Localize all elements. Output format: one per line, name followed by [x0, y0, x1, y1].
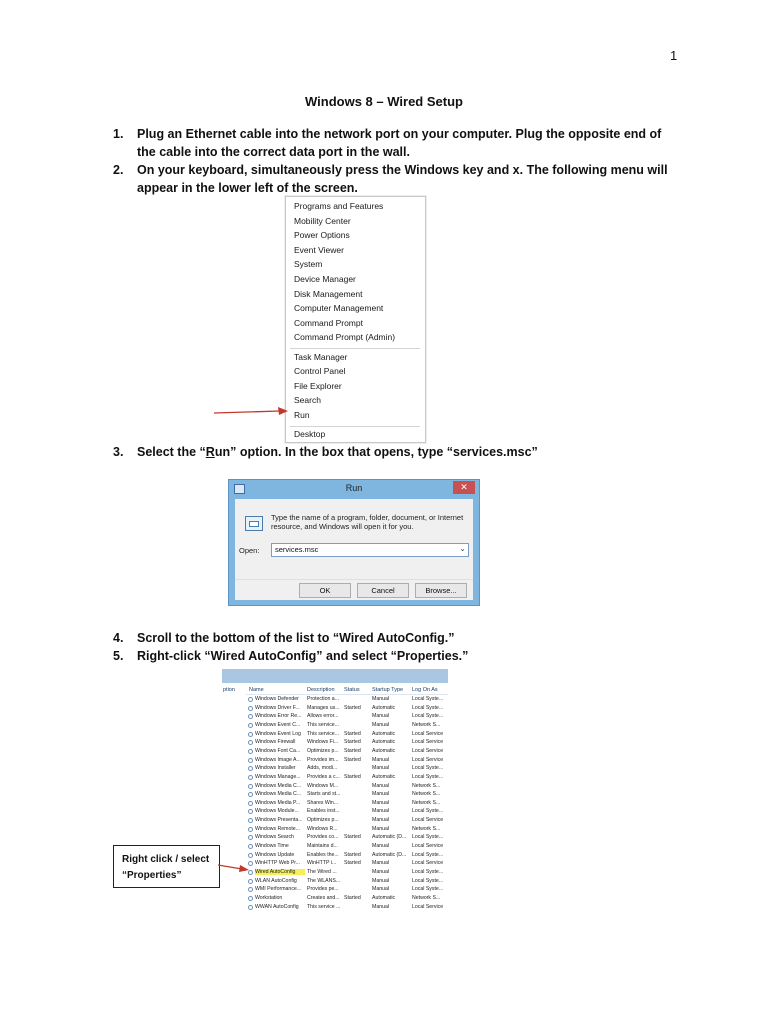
table-cell: The Wired ... — [307, 869, 337, 875]
step-text: Scroll to the bottom of the list to “Wired AutoConfig.” — [137, 631, 455, 645]
services-toolbar — [222, 669, 448, 683]
column-header-name[interactable]: Name — [249, 687, 264, 693]
table-cell: Manual — [372, 791, 390, 798]
table-cell: Windows Media C... — [255, 791, 302, 798]
step-text: Select the “Run” option. In the box that opens, type “services.msc” — [137, 445, 538, 459]
menu-item-file-explorer[interactable]: File Explorer — [294, 380, 342, 391]
menu-separator — [290, 426, 420, 427]
menu-item-mobility-center[interactable]: Mobility Center — [294, 215, 351, 226]
table-cell: Automatic — [372, 704, 396, 711]
table-cell: Started — [344, 894, 361, 901]
run-title: Run — [345, 483, 363, 493]
red-arrow-icon — [218, 855, 250, 873]
table-cell: Optimizes p... — [307, 747, 339, 754]
menu-item-command-prompt[interactable]: Command Prompt — [294, 317, 363, 328]
table-row[interactable] — [222, 757, 448, 766]
table-cell: Local Syste... — [412, 713, 444, 720]
table-cell: Manual — [372, 799, 390, 806]
table-cell: Provides a c... — [307, 773, 340, 780]
column-header-startup-type[interactable]: Startup Type — [372, 687, 404, 693]
table-row[interactable] — [222, 774, 448, 783]
table-cell: Manual — [372, 713, 390, 720]
table-cell: Windows R... — [307, 825, 338, 832]
step-text: On your keyboard, simultaneously press the Windows key and x. The following menu will appear in the lower left of the screen. — [137, 163, 668, 195]
cancel-button[interactable]: Cancel — [357, 583, 409, 598]
gear-icon — [248, 887, 253, 892]
table-cell: WinHTTP Web Pr... — [255, 860, 301, 867]
table-cell: Manual — [372, 808, 390, 815]
table-cell: Local Service — [412, 817, 444, 824]
table-cell: WLAN AutoConfig — [255, 877, 297, 884]
gear-icon — [248, 809, 253, 814]
open-input[interactable] — [271, 543, 469, 557]
gear-icon — [248, 740, 253, 745]
table-cell: Windows Update — [255, 851, 295, 858]
gear-icon — [248, 723, 253, 728]
run-dialog — [228, 479, 480, 606]
page-number: 1 — [670, 48, 678, 63]
table-cell: Local Service — [412, 730, 444, 737]
column-header-description[interactable]: Description — [307, 687, 335, 693]
table-row[interactable] — [222, 696, 448, 705]
table-row[interactable] — [222, 843, 448, 852]
table-cell: Network S... — [412, 894, 441, 901]
menu-item-task-manager[interactable]: Task Manager — [294, 351, 348, 362]
gear-icon — [248, 879, 253, 884]
table-cell: Local Syste... — [412, 877, 444, 884]
table-cell: Wired AutoConfig — [255, 869, 305, 875]
menu-item-programs-and-features[interactable]: Programs and Features — [294, 201, 384, 211]
table-cell: Windows Module... — [255, 808, 299, 815]
gear-icon — [248, 801, 253, 806]
table-cell: Windows Manage... — [255, 773, 301, 780]
table-cell: Manual — [372, 903, 390, 910]
table-cell: Automatic — [372, 730, 396, 737]
table-cell: Started — [344, 756, 361, 763]
table-cell: Local Syste... — [412, 834, 444, 841]
table-row[interactable] — [222, 722, 448, 731]
table-cell: Windows Search — [255, 834, 294, 841]
table-cell: Windows Media P... — [255, 799, 301, 806]
table-cell: Local Service — [412, 903, 444, 910]
table-cell: Manual — [372, 756, 390, 763]
gear-icon — [248, 818, 253, 823]
table-cell: Network S... — [412, 825, 441, 832]
table-row[interactable] — [222, 904, 448, 913]
table-row[interactable] — [222, 783, 448, 792]
menu-separator — [290, 348, 420, 349]
column-header-description-partial: ption — [223, 687, 235, 693]
gear-icon — [248, 835, 253, 840]
winx-menu — [285, 196, 426, 443]
table-cell: Creates and... — [307, 894, 340, 901]
table-cell: Windows Presenta... — [255, 817, 303, 824]
run-body — [235, 499, 473, 579]
table-cell: Local Syste... — [412, 851, 444, 858]
gear-icon — [248, 714, 253, 719]
step-number: 2. — [113, 163, 124, 177]
table-row[interactable] — [222, 739, 448, 748]
open-label: Open: — [239, 546, 260, 555]
table-cell: Provides co... — [307, 834, 339, 841]
table-cell: Automatic — [372, 747, 396, 754]
table-cell: Enables the... — [307, 851, 339, 858]
table-cell: Local Syste... — [412, 696, 444, 702]
table-cell: Allows error... — [307, 713, 339, 720]
menu-item-event-viewer[interactable]: Event Viewer — [294, 244, 344, 255]
table-cell: This service... — [307, 721, 339, 728]
step-number: 4. — [113, 631, 124, 645]
table-cell: Manual — [372, 860, 390, 867]
table-cell: Windows Event C... — [255, 721, 301, 728]
step-text: Right-click “Wired AutoConfig” and select “Properties.” — [137, 649, 469, 663]
table-cell: WWAN AutoConfig — [255, 903, 299, 910]
table-cell: The WLANS... — [307, 877, 341, 884]
gear-icon — [248, 732, 253, 737]
table-cell: Manual — [372, 869, 390, 875]
table-cell: Manual — [372, 843, 390, 850]
table-cell: Windows Installer — [255, 765, 296, 772]
table-row[interactable] — [222, 800, 448, 809]
table-cell: Network S... — [412, 791, 441, 798]
table-cell: Started — [344, 747, 361, 754]
table-row[interactable] — [222, 705, 448, 714]
gear-icon — [248, 896, 253, 901]
table-cell: Local Syste... — [412, 765, 444, 772]
table-row[interactable] — [222, 834, 448, 843]
close-button[interactable]: ✕ — [453, 481, 475, 494]
menu-item-command-prompt-admin[interactable]: Command Prompt (Admin) — [294, 332, 396, 343]
table-cell: Manages us... — [307, 704, 340, 711]
table-cell: Manual — [372, 765, 390, 772]
table-cell: Provides pe... — [307, 886, 339, 893]
gear-icon — [248, 784, 253, 789]
run-message: Type the name of a program, folder, document, or Internet resource, and Windows will open it for you. — [271, 513, 464, 531]
menu-item-system[interactable]: System — [294, 259, 323, 270]
gear-icon — [248, 792, 253, 797]
table-row[interactable] — [222, 808, 448, 817]
step-number: 3. — [113, 445, 124, 459]
table-cell: Windows Event Log — [255, 730, 301, 737]
services-list — [222, 669, 448, 914]
table-cell: Windows Fi... — [307, 739, 339, 746]
table-cell: Workstation — [255, 894, 283, 901]
table-cell: Starts and st... — [307, 791, 341, 798]
table-row[interactable] — [222, 826, 448, 835]
table-cell: Provides im... — [307, 756, 339, 763]
table-cell: Started — [344, 730, 361, 737]
table-cell: Manual — [372, 696, 390, 702]
table-cell: Local Service — [412, 843, 444, 850]
table-cell: Windows Media C... — [255, 782, 302, 789]
table-cell: Windows Firewall — [255, 739, 296, 746]
table-cell: Local Service — [412, 739, 444, 746]
table-row[interactable] — [222, 878, 448, 887]
column-header-status[interactable]: Status — [344, 687, 360, 693]
table-cell: Local Syste... — [412, 886, 444, 893]
table-cell: This service... — [307, 730, 339, 737]
table-cell: Protection a... — [307, 696, 340, 702]
table-cell: Enables inst... — [307, 808, 340, 815]
menu-item-disk-management[interactable]: Disk Management — [294, 288, 363, 299]
table-cell: Manual — [372, 825, 390, 832]
table-cell: Network S... — [412, 782, 441, 789]
menu-item-run[interactable]: Run — [294, 409, 310, 420]
menu-item-search[interactable]: Search — [294, 395, 321, 406]
table-cell: Local Service — [412, 756, 444, 763]
menu-item-power-options[interactable]: Power Options — [294, 230, 350, 241]
table-cell: Local Syste... — [412, 773, 444, 780]
table-cell: Started — [344, 851, 361, 858]
table-cell: Windows Defender — [255, 696, 299, 702]
document-title: Windows 8 – Wired Setup — [305, 94, 463, 109]
table-cell: Windows Image A... — [255, 756, 301, 763]
table-cell: Manual — [372, 886, 390, 893]
table-row[interactable] — [222, 713, 448, 722]
table-cell: Windows M... — [307, 782, 339, 789]
gear-icon — [248, 758, 253, 763]
table-cell: Adds, modi... — [307, 765, 338, 772]
table-cell: WMI Performance... — [255, 886, 302, 893]
step-number: 5. — [113, 649, 124, 663]
table-cell: Windows Remote... — [255, 825, 300, 832]
callout-line-2: “Properties” — [122, 870, 182, 881]
table-row[interactable] — [222, 895, 448, 904]
open-value: services.msc — [275, 545, 319, 554]
browse-button[interactable]: Browse... — [415, 583, 467, 598]
table-cell: Network S... — [412, 721, 441, 728]
run-icon — [245, 516, 263, 531]
table-cell: Started — [344, 704, 361, 711]
table-cell: Started — [344, 739, 361, 746]
header-divider — [246, 694, 448, 695]
gear-icon — [248, 706, 253, 711]
gear-icon — [248, 827, 253, 832]
table-cell: Automatic (D... — [372, 851, 407, 858]
step-text: Plug an Ethernet cable into the network port on your computer. Plug the opposite end of the cable into the correct data port in the wall. — [137, 127, 662, 159]
table-cell: Started — [344, 860, 361, 867]
table-cell: Shares Win... — [307, 799, 339, 806]
menu-item-computer-management[interactable]: Computer Management — [294, 303, 384, 314]
table-cell: Windows Error Re... — [255, 713, 302, 720]
table-cell: Automatic — [372, 773, 396, 780]
column-header-log-on-as[interactable]: Log On As — [412, 687, 438, 693]
table-cell: Windows Font Ca... — [255, 747, 301, 754]
table-row[interactable] — [222, 731, 448, 740]
table-cell: Windows Driver F... — [255, 704, 300, 711]
table-row[interactable] — [222, 869, 448, 878]
table-cell: This service ... — [307, 903, 341, 910]
table-cell: Windows Time — [255, 843, 289, 850]
table-row[interactable] — [222, 860, 448, 869]
table-row[interactable] — [222, 765, 448, 774]
gear-icon — [248, 905, 253, 910]
table-cell: Manual — [372, 721, 390, 728]
red-arrow-icon — [214, 405, 289, 417]
chevron-down-icon[interactable]: ⌄ — [459, 544, 466, 553]
table-cell: Manual — [372, 782, 390, 789]
table-cell: Automatic (D... — [372, 834, 407, 841]
table-row[interactable] — [222, 886, 448, 895]
run-titlebar — [229, 480, 479, 498]
ok-button[interactable]: OK — [299, 583, 351, 598]
table-cell: Local Service — [412, 860, 444, 867]
menu-item-control-panel[interactable]: Control Panel — [294, 366, 346, 377]
table-cell: Local Service — [412, 747, 444, 754]
gear-icon — [248, 697, 253, 702]
table-cell: WinHTTP i... — [307, 860, 337, 867]
gear-icon — [248, 844, 253, 849]
table-cell: Local Syste... — [412, 808, 444, 815]
table-row[interactable] — [222, 852, 448, 861]
table-cell: Started — [344, 834, 361, 841]
table-cell: Optimizes p... — [307, 817, 339, 824]
callout-box — [113, 845, 220, 888]
menu-item-device-manager[interactable]: Device Manager — [294, 274, 356, 284]
table-cell: Manual — [372, 877, 390, 884]
table-cell: Maintains d... — [307, 843, 338, 850]
table-row[interactable] — [222, 748, 448, 757]
gear-icon — [248, 775, 253, 780]
table-cell: Local Syste... — [412, 704, 444, 711]
table-row[interactable] — [222, 817, 448, 826]
table-cell: Started — [344, 773, 361, 780]
table-row[interactable] — [222, 791, 448, 800]
table-cell: Manual — [372, 817, 390, 824]
table-cell: Network S... — [412, 799, 441, 806]
table-cell: Automatic — [372, 894, 396, 901]
table-cell: Automatic — [372, 739, 396, 746]
table-cell: Local Syste... — [412, 869, 444, 875]
step-number: 1. — [113, 127, 124, 141]
menu-item-desktop[interactable]: Desktop — [294, 429, 326, 439]
callout-line-1: Right click / select — [122, 854, 210, 865]
gear-icon — [248, 749, 253, 754]
gear-icon — [248, 766, 253, 771]
